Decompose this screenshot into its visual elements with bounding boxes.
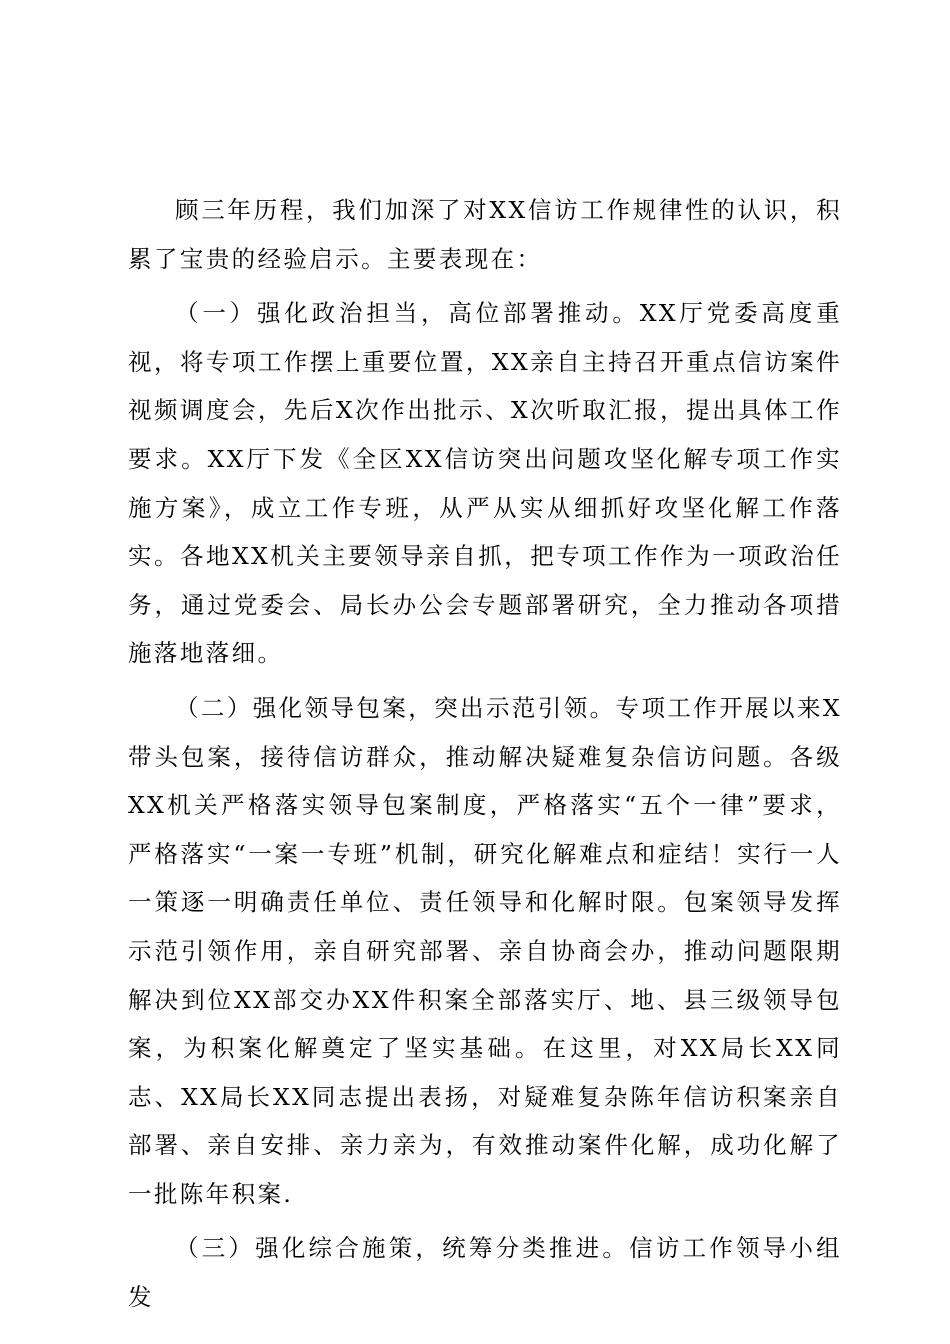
paragraph-section-2: （二）强化领导包案，突出示范引领。专项工作开展以来X带头包案，接待信访群众，推动解决疑难复杂信访问题。各级XX机关严格落实领导包案制度，严格落实“五个一律”要求，严格落实“一案一专班”机制，研究化解难点和症结！实行一人一策逐一明确责任单位、责任领导和化解时限。包案领导发挥示范引领作用，亲自研究部署、亲自协商会办，推动问题限期解决到位XX部交办XX件积案全部落实厅、地、县三级领导包案，为积案化解奠定了坚实基础。在这里，对XX局长XX同志、XX局长XX同志提出表扬，对疑难复杂陈年信访积案亲自部署、亲自安排、亲力亲为，有效推动案件化解，成功化解了一批陈年积案. [128,693,842,1208]
paragraph-section-1: （一）强化政治担当，高位部署推动。XX厅党委高度重视，将专项工作摆上重要位置，XX亲自主持召开重点信访案件视频调度会，先后X次作出批示、X次听取汇报，提出具体工作要求。XX厅下发《全区XX信访突出问题攻坚化解专项工作实施方案》，成立工作专班，从严从实从细抓好攻坚化解工作落实。各地XX机关主要领导亲自抓，把专项工作作为一项政治任务，通过党委会、局长办公会专题部署研究，全力推动各项措施落地落细。 [128,299,842,668]
paragraph-section-3: （三）强化综合施策，统筹分类推进。信访工作领导小组发 [128,1234,842,1312]
paragraph-intro: 顾三年历程，我们加深了对XX信访工作规律性的认识，积累了宝贵的经验启示。主要表现在： [128,196,842,273]
document-body [128,186,842,1328]
